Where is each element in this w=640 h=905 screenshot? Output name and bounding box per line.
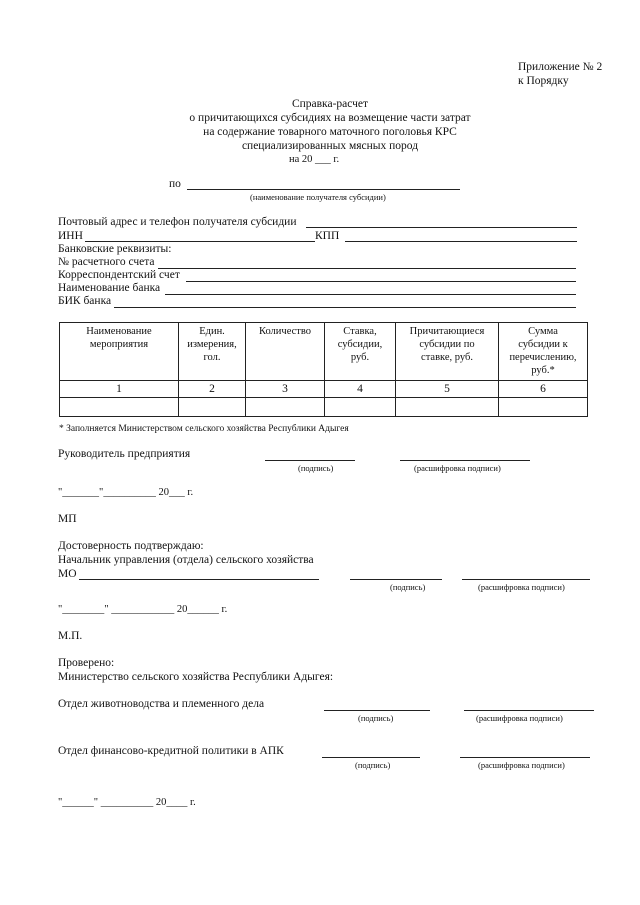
title-year: на 20 ___ г. bbox=[289, 154, 340, 165]
head-signature-caption: (подпись) bbox=[298, 463, 334, 473]
mo-label: МО bbox=[58, 568, 77, 580]
dept1-decoding-line bbox=[464, 710, 594, 711]
title-line-2: о причитающихся субсидиях на возмещение части затрат bbox=[189, 112, 471, 124]
chief-signature-line bbox=[350, 579, 442, 580]
header-cell: Причитающиеся субсидии по ставке, руб. bbox=[396, 323, 499, 381]
subsidy-table bbox=[59, 322, 588, 417]
dept2-signature-caption: (подпись) bbox=[355, 760, 391, 770]
dept2-decoding-line bbox=[460, 757, 590, 758]
recipient-line bbox=[187, 189, 460, 190]
date-line-3: "______" __________ 20____ г. bbox=[58, 797, 196, 808]
empty-cell[interactable] bbox=[325, 397, 396, 416]
chief-decoding-caption: (расшифровка подписи) bbox=[478, 582, 565, 592]
header-cell: Сумма субсидии к перечислению, руб.* bbox=[499, 323, 588, 381]
stamp-2: М.П. bbox=[58, 630, 83, 642]
inn-line bbox=[85, 241, 315, 242]
empty-cell[interactable] bbox=[499, 397, 588, 416]
annex-line-1: Приложение № 2 bbox=[518, 61, 603, 73]
chief-label: Начальник управления (отдела) сельского хозяйства bbox=[58, 554, 314, 566]
column-number: 3 bbox=[246, 380, 325, 397]
title-line-1: Справка-расчет bbox=[291, 98, 369, 110]
column-number: 4 bbox=[325, 380, 396, 397]
annex-line-2: к Порядку bbox=[518, 75, 569, 87]
recipient-caption: (наименование получателя субсидии) bbox=[250, 192, 386, 202]
column-number: 6 bbox=[499, 380, 588, 397]
header-cell: Един. измерения, гол. bbox=[179, 323, 246, 381]
header-cell: Наименование мероприятия bbox=[60, 323, 179, 381]
empty-cell[interactable] bbox=[246, 397, 325, 416]
chief-signature-caption: (подпись) bbox=[390, 582, 426, 592]
postal-label: Почтовый адрес и телефон получателя субсидии bbox=[58, 216, 297, 228]
dept2-label: Отдел финансово-кредитной политики в АПК bbox=[58, 745, 284, 757]
head-signature-line bbox=[265, 460, 355, 461]
stamp-1: МП bbox=[58, 513, 77, 525]
kpp-label: КПП bbox=[315, 230, 340, 242]
empty-cell[interactable] bbox=[396, 397, 499, 416]
bank-details-label: Банковские реквизиты: bbox=[58, 243, 172, 255]
bik-label: БИК банка bbox=[58, 295, 112, 307]
dept1-decoding-caption: (расшифровка подписи) bbox=[476, 713, 563, 723]
head-decoding-caption: (расшифровка подписи) bbox=[414, 463, 501, 473]
kpp-line bbox=[345, 241, 577, 242]
bank-name-line bbox=[165, 294, 576, 295]
head-label: Руководитель предприятия bbox=[58, 448, 191, 460]
title-line-3: на содержание товарного маточного поголовья КРС bbox=[203, 126, 457, 138]
chief-decoding-line bbox=[462, 579, 590, 580]
dept2-signature-line bbox=[322, 757, 420, 758]
account-label: № расчетного счета bbox=[58, 256, 155, 268]
inn-label: ИНН bbox=[58, 230, 83, 242]
corr-account-line bbox=[186, 281, 576, 282]
empty-cell[interactable] bbox=[60, 397, 179, 416]
account-line bbox=[158, 268, 576, 269]
title-line-4: специализированных мясных пород bbox=[241, 140, 419, 152]
head-decoding-line bbox=[400, 460, 530, 461]
postal-line bbox=[306, 227, 577, 228]
column-number: 1 bbox=[60, 380, 179, 397]
dept1-label: Отдел животноводства и племенного дела bbox=[58, 698, 265, 710]
dept1-signature-caption: (подпись) bbox=[358, 713, 394, 723]
date-line-1: "_______"__________ 20___ г. bbox=[58, 487, 194, 498]
bank-name-label: Наименование банка bbox=[58, 282, 161, 294]
column-number: 5 bbox=[396, 380, 499, 397]
recipient-prefix: по bbox=[169, 178, 181, 190]
dept2-decoding-caption: (расшифровка подписи) bbox=[478, 760, 565, 770]
confirm-label: Достоверность подтверждаю: bbox=[58, 540, 204, 552]
header-cell: Ставка, субсидии, руб. bbox=[325, 323, 396, 381]
footnote: * Заполняется Министерством сельского хозяйства Республики Адыгея bbox=[59, 424, 349, 434]
bik-line bbox=[114, 307, 576, 308]
mo-line bbox=[79, 579, 319, 580]
header-cell: Количество bbox=[246, 323, 325, 381]
column-number: 2 bbox=[179, 380, 246, 397]
ministry-label: Министерство сельского хозяйства Республики Адыгея: bbox=[58, 671, 334, 683]
empty-cell[interactable] bbox=[179, 397, 246, 416]
checked-label: Проверено: bbox=[58, 657, 115, 669]
dept1-signature-line bbox=[324, 710, 430, 711]
corr-account-label: Корреспондентский счет bbox=[58, 269, 180, 281]
date-line-2: "________" ____________ 20______ г. bbox=[58, 604, 228, 615]
